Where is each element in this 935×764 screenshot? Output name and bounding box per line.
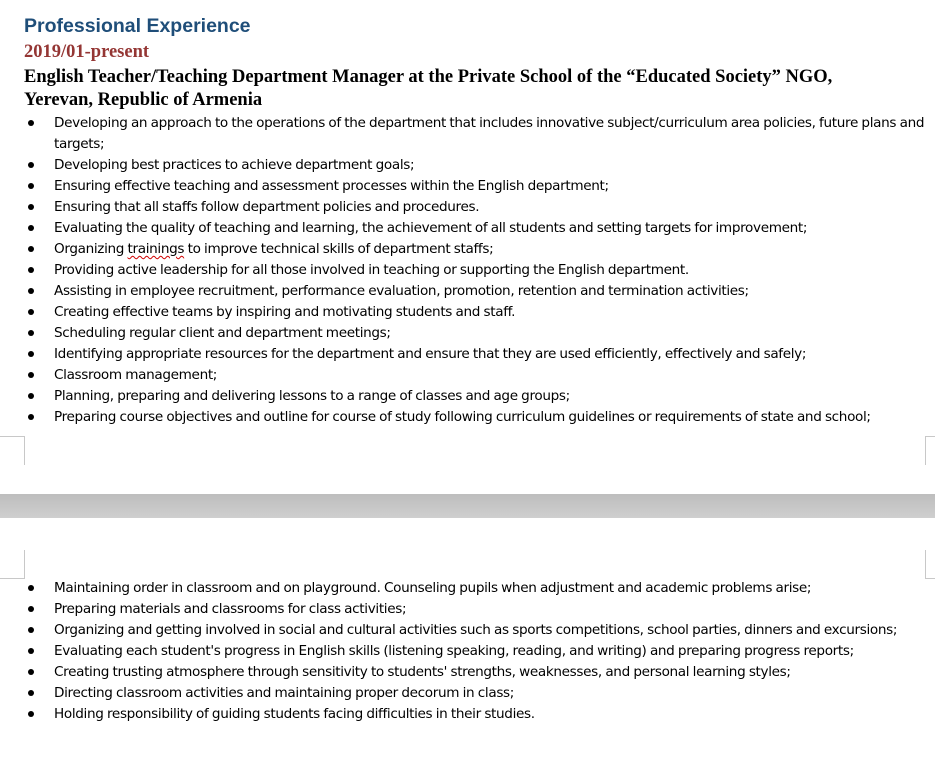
list-item-text: Scheduling regular client and department meetings;	[54, 325, 391, 341]
list-item	[0, 386, 935, 407]
list-item	[0, 281, 935, 302]
list-item-text: Holding responsibility of guiding students facing difficulties in their studies.	[54, 706, 535, 722]
job-date-range: 2019/01-present	[24, 42, 150, 62]
bullet-icon	[28, 330, 34, 336]
bullet-icon	[28, 711, 34, 717]
list-item-text: Creating trusting atmosphere through sensitivity to students' strengths, weaknesses, and personal learning styles;	[54, 664, 791, 680]
bullet-icon	[28, 669, 34, 675]
section-heading: Professional Experience	[24, 15, 251, 37]
bullet-icon	[28, 204, 34, 210]
list-item-text: Classroom management;	[54, 367, 218, 383]
list-item-text: Assisting in employee recruitment, performance evaluation, promotion, retention and termination activities;	[54, 283, 749, 299]
list-item-text: Planning, preparing and delivering lessons to a range of classes and age groups;	[54, 388, 570, 404]
bullet-icon	[28, 648, 34, 654]
list-item-text: Developing best practices to achieve department goals;	[54, 157, 415, 173]
list-item	[0, 620, 935, 641]
list-item-text: Maintaining order in classroom and on playground. Counseling pupils when adjustment and academic problems arise;	[54, 580, 812, 596]
list-item-text: Ensuring that all staffs follow department policies and procedures.	[54, 199, 480, 215]
list-item-text: Evaluating the quality of teaching and learning, the achievement of all students and setting targets for improvement;	[54, 220, 808, 236]
list-item	[0, 302, 935, 323]
list-item	[0, 260, 935, 281]
list-item-text: Ensuring effective teaching and assessment processes within the English department;	[54, 178, 609, 194]
responsibilities-list-page-2	[0, 578, 935, 725]
list-item-text: Preparing course objectives and outline for course of study following curriculum guidelines or requirements of state and school;	[54, 409, 871, 425]
bullet-icon	[28, 246, 34, 252]
list-item	[0, 176, 935, 197]
bullet-icon	[28, 162, 34, 168]
list-item	[0, 113, 935, 155]
job-title-line-1: English Teacher/Teaching Department Manager at the Private School of the “Educated Society” NGO,	[24, 67, 833, 87]
spelling-flagged-word[interactable]: trainings	[127, 241, 185, 257]
list-item	[0, 323, 935, 344]
list-item-text: Identifying appropriate resources for the department and ensure that they are used efficiently, effectively and safely;	[54, 346, 807, 362]
job-title-line-2: Yerevan, Republic of Armenia	[24, 90, 263, 110]
list-item	[0, 599, 935, 620]
list-item	[0, 155, 935, 176]
bullet-icon	[28, 414, 34, 420]
list-item	[0, 704, 935, 725]
bullet-icon	[28, 393, 34, 399]
list-item	[0, 662, 935, 683]
list-item-text: Directing classroom activities and maintaining proper decorum in class;	[54, 685, 515, 701]
bullet-icon	[28, 690, 34, 696]
job-title	[24, 66, 924, 112]
list-item-text: Preparing materials and classrooms for class activities;	[54, 601, 407, 617]
list-item-text: Creating effective teams by inspiring and motivating students and staff.	[54, 304, 516, 320]
list-item-text: Developing an approach to the operations of the department that includes innovative subject/curriculum area policies, future plans and targets;	[54, 115, 925, 152]
list-item	[0, 344, 935, 365]
list-item	[0, 365, 935, 386]
bullet-icon	[28, 267, 34, 273]
page-2-top-right-margin-mark	[925, 550, 935, 579]
bullet-icon	[28, 120, 34, 126]
list-item-text: Providing active leadership for all those involved in teaching or supporting the English department.	[54, 262, 689, 278]
list-item	[0, 218, 935, 239]
bullet-icon	[28, 225, 34, 231]
list-item	[0, 683, 935, 704]
list-item-text: Evaluating each student's progress in English skills (listening speaking, reading, and writing) and preparing progress reports;	[54, 643, 854, 659]
bullet-icon	[28, 351, 34, 357]
list-item-text: Organizing and getting involved in social and cultural activities such as sports competitions, school parties, dinners and excursions;	[54, 622, 898, 638]
bullet-icon	[28, 585, 34, 591]
list-item-text-before: Organizing	[54, 241, 128, 257]
bullet-icon	[28, 288, 34, 294]
page-2-top-left-margin-mark	[0, 550, 25, 579]
bullet-icon	[28, 183, 34, 189]
list-item	[0, 578, 935, 599]
bullet-icon	[28, 309, 34, 315]
responsibilities-list-page-1	[0, 113, 935, 428]
page-break-gap	[0, 494, 935, 518]
list-item	[0, 641, 935, 662]
list-item-text-after: to improve technical skills of department staffs;	[184, 241, 494, 257]
page-1-bottom-left-margin-mark	[0, 436, 25, 465]
list-item	[0, 407, 935, 428]
bullet-icon	[28, 372, 34, 378]
bullet-icon	[28, 606, 34, 612]
list-item	[0, 239, 935, 260]
bullet-icon	[28, 627, 34, 633]
page-1-bottom-right-margin-mark	[925, 436, 935, 465]
list-item	[0, 197, 935, 218]
